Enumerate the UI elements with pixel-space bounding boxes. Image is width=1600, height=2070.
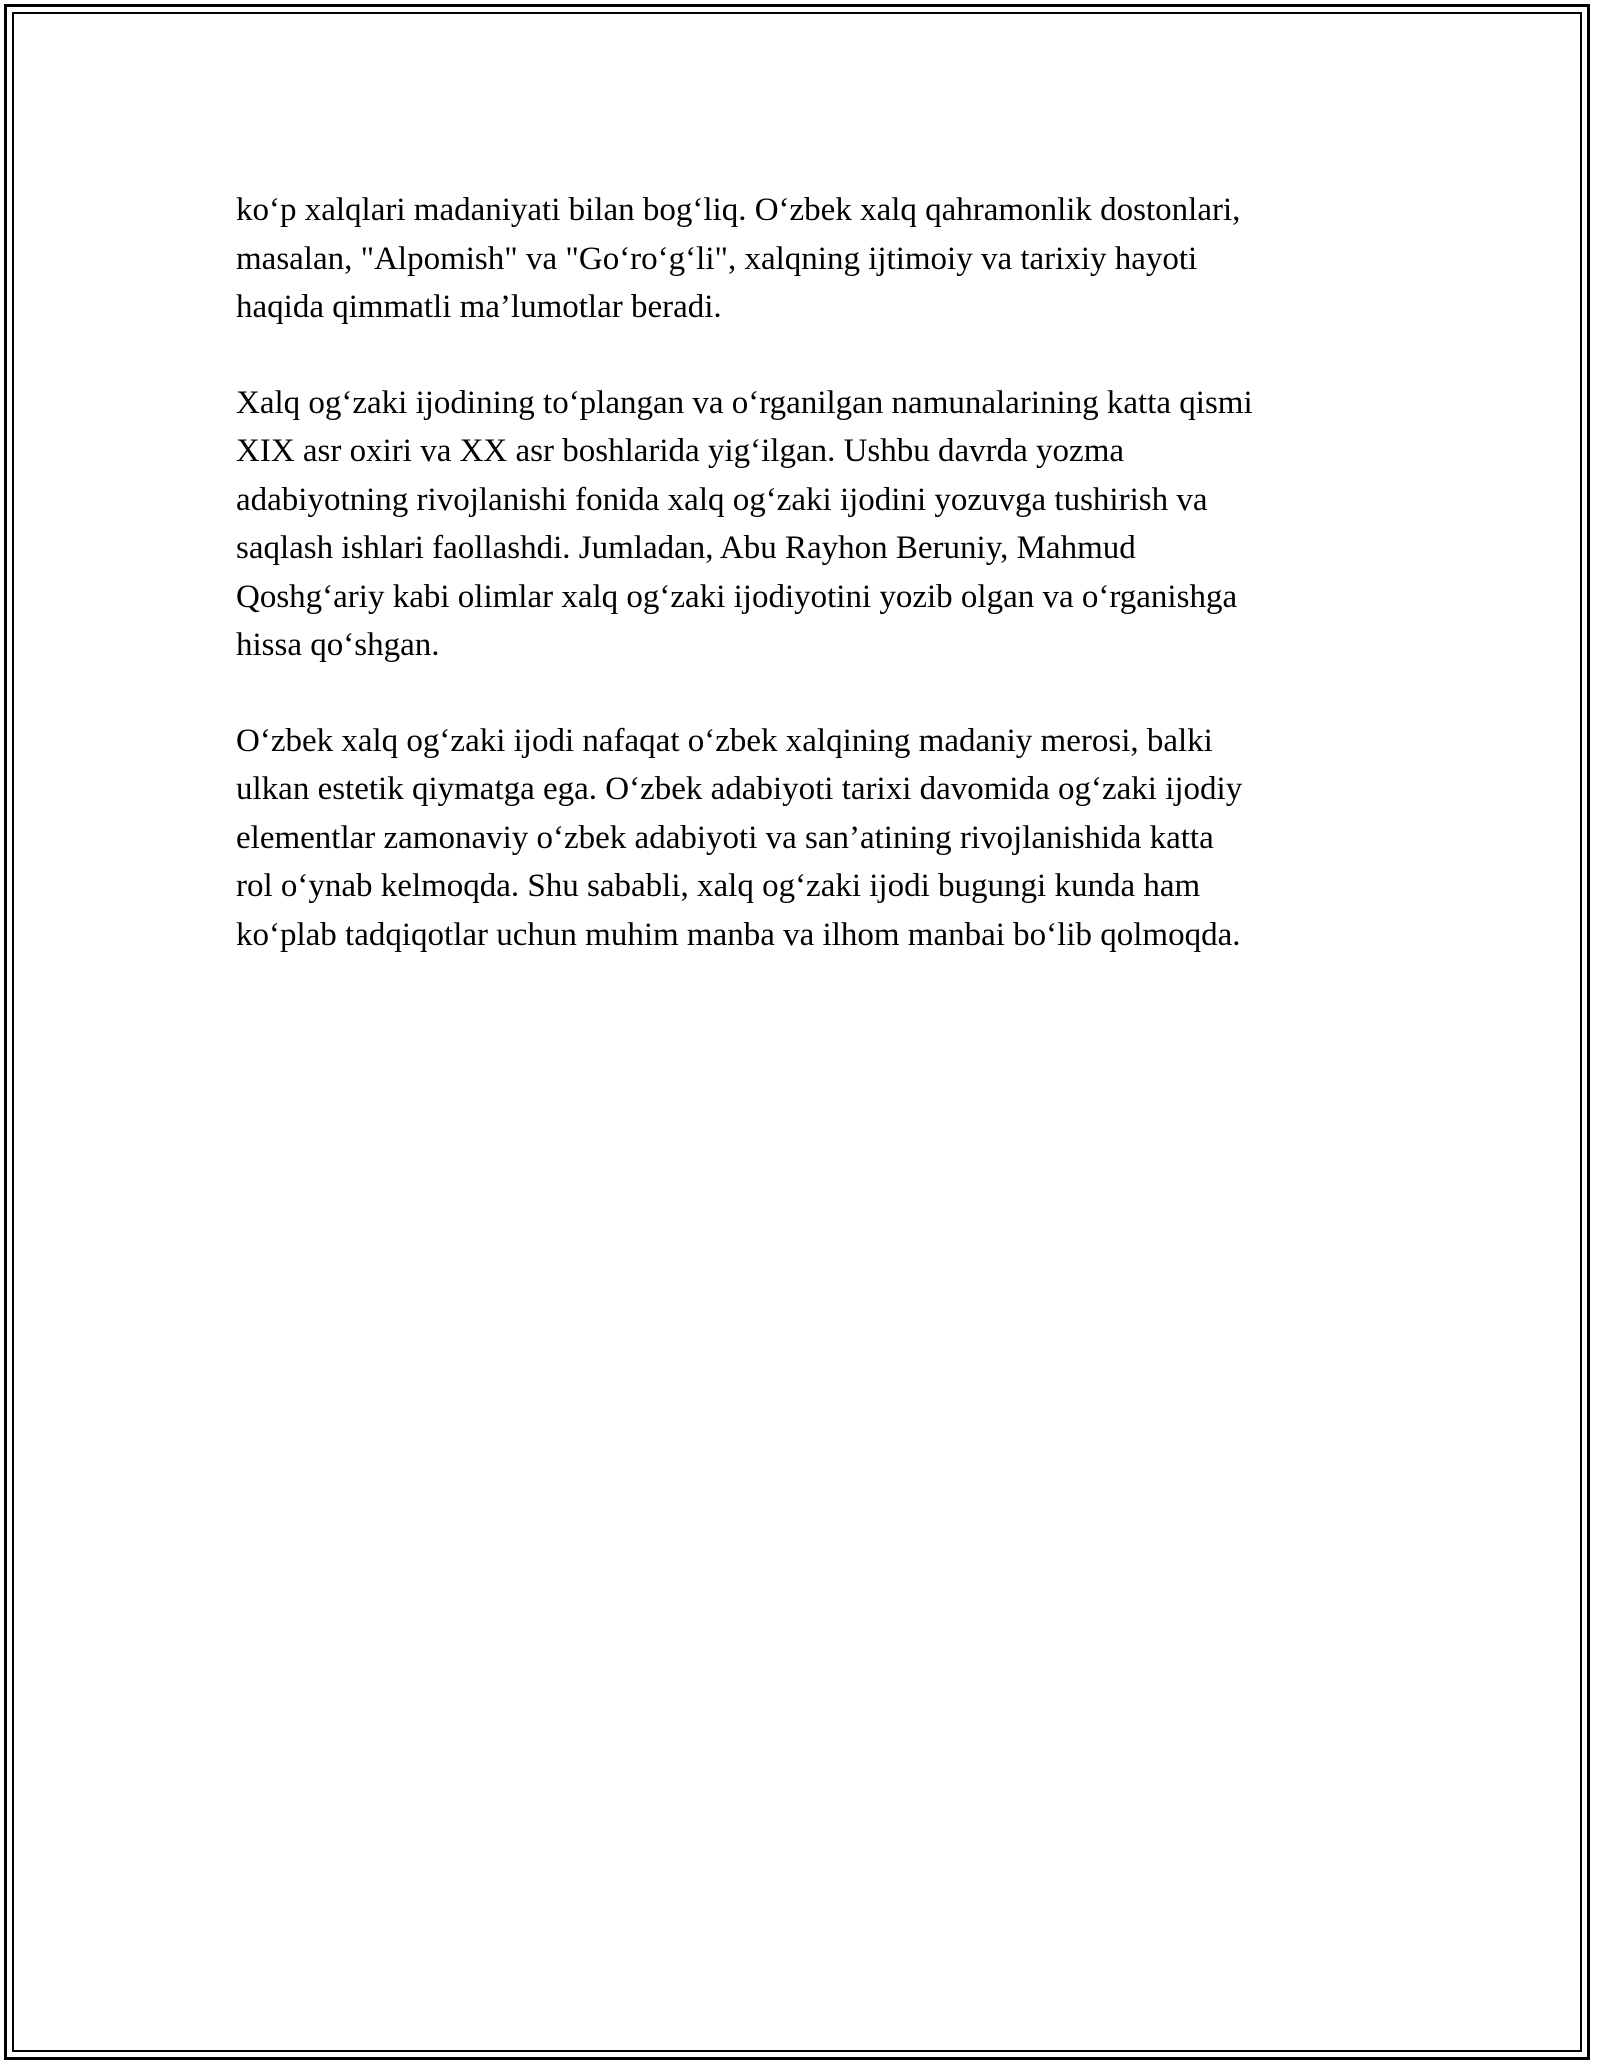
document-body [236, 186, 1396, 1006]
paragraph-3 [236, 717, 1396, 960]
text-line: Xalq og‘zaki ijodining to‘plangan va o‘rganilgan namunalarining katta qismi [236, 384, 1253, 421]
text-line: ko‘plab tadqiqotlar uchun muhim manba va ilhom manbai bo‘lib qolmoqda. [236, 916, 1241, 953]
text-line: ko‘p xalqlari madaniyati bilan bog‘liq. O‘zbek xalq qahramonlik dostonlari, [236, 192, 1241, 228]
paragraph-2 [236, 379, 1396, 670]
text-line: Qoshg‘ariy kabi olimlar xalq og‘zaki ijodiyotini yozib olgan va o‘rganishga [236, 578, 1238, 615]
text-line: saqlash ishlari faollashdi. Jumladan, Abu Rayhon Beruniy, Mahmud [236, 530, 1136, 566]
text-line: XIX asr oxiri va XX asr boshlarida yig‘ilgan. Ushbu davrda yozma [236, 433, 1125, 469]
paragraph-1 [236, 186, 1396, 332]
text-line: adabiyotning rivojlanishi fonida xalq og‘zaki ijodini yozuvga tushirish va [236, 481, 1208, 518]
text-line: elementlar zamonaviy o‘zbek adabiyoti va san’atining rivojlanishida katta [236, 819, 1214, 856]
text-line: ulkan estetik qiymatga ega. O‘zbek adabiyoti tarixi davomida og‘zaki ijodiy [236, 771, 1243, 807]
text-line: O‘zbek xalq og‘zaki ijodi nafaqat o‘zbek xalqining madaniy merosi, balki [236, 722, 1213, 759]
text-line: rol o‘ynab kelmoqda. Shu sababli, xalq og‘zaki ijodi bugungi kunda ham [236, 868, 1201, 904]
text-line: masalan, "Alpomish" va "Go‘ro‘g‘li", xalqning ijtimoiy va tarixiy hayoti [236, 240, 1198, 277]
text-line: haqida qimmatli ma’lumotlar beradi. [236, 289, 722, 325]
text-line: hissa qo‘shgan. [236, 627, 440, 663]
